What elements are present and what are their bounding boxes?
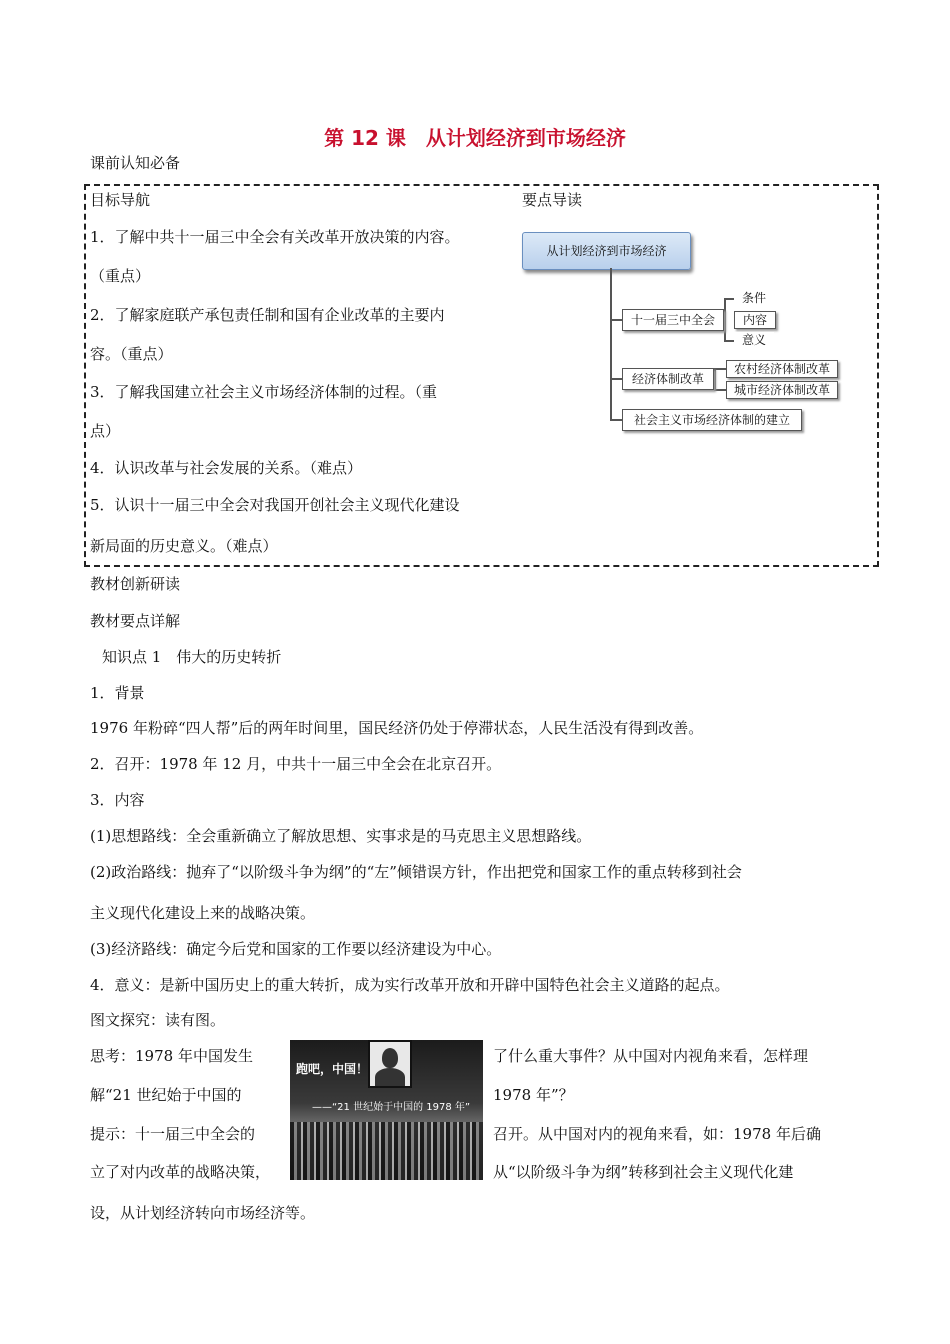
photo-caption: 跑吧，中国！ xyxy=(296,1062,369,1076)
goal-line: 4．认识改革与社会发展的关系。（难点） xyxy=(90,459,363,477)
page-title: 第 12 课 从计划经济到市场经济 xyxy=(324,126,626,150)
explore-left-line: 立了对内改革的战略决策， xyxy=(90,1163,271,1181)
portrait-image xyxy=(368,1040,412,1088)
explore-left-line: 思考：1978 年中国发生 xyxy=(90,1047,253,1065)
body-line: 2．召开：1978 年 12 月，中共十一届三中全会在北京召开。 xyxy=(90,755,502,773)
body-line: 4．意义：是新中国历史上的重大转折，成为实行改革开放和开辟中国特色社会主义道路的起点。 xyxy=(90,976,730,994)
mindmap-connector xyxy=(714,368,716,390)
goal-line: 新局面的历史意义。（难点） xyxy=(90,537,278,555)
mindmap-connector xyxy=(714,389,726,391)
goal-line: 3．了解我国建立社会主义市场经济体制的过程。（重 xyxy=(90,383,438,401)
crowd-image xyxy=(290,1122,483,1180)
mindmap-connector xyxy=(610,378,622,380)
body-line: 主义现代化建设上来的战略决策。 xyxy=(90,904,316,922)
historical-photo xyxy=(290,1040,483,1180)
body-line: (3)经济路线：确定今后党和国家的工作要以经济建设为中心。 xyxy=(90,940,502,958)
mindmap-connector xyxy=(724,298,726,342)
mindmap-leaf: 条件 xyxy=(734,290,774,306)
body-line: 1．背景 xyxy=(90,684,145,702)
mindmap-connector xyxy=(724,340,734,342)
body-line: (2)政治路线：抛弃了“以阶级斗争为纲”的“左”倾错误方针，作出把党和国家工作的重点转移到社会 xyxy=(90,863,742,881)
mindmap-leaf: 意义 xyxy=(734,332,774,348)
explore-right-line: 从“以阶级斗争为纲”转移到社会主义现代化建 xyxy=(493,1163,794,1181)
mindmap-root: 从计划经济到市场经济 xyxy=(522,232,691,270)
explore-right-line: 召开。从中国对内的视角来看，如：1978 年后确 xyxy=(493,1125,821,1143)
mindmap-connector xyxy=(724,298,734,300)
mindmap-trunk xyxy=(610,268,612,420)
explore-left-line: 解“21 世纪始于中国的 xyxy=(90,1086,242,1104)
explore-left-line: 提示：十一届三中全会的 xyxy=(90,1125,256,1143)
body-line: 1976 年粉碎“四人帮”后的两年时间里，国民经济仍处于停滞状态，人民生活没有得到改善。 xyxy=(90,719,704,737)
mindmap-node-market: 社会主义市场经济体制的建立 xyxy=(622,409,802,431)
pre-class-heading: 课前认知必备 xyxy=(90,154,181,172)
goal-line: 2．了解家庭联产承包责任制和国有企业改革的主要内 xyxy=(90,306,445,324)
keypoints-heading: 要点导读 xyxy=(522,191,583,209)
body-line: 图文探究：读有图。 xyxy=(90,1011,226,1029)
goal-line: （重点） xyxy=(90,267,151,285)
goal-line: 1．了解中共十一届三中全会有关改革开放决策的内容。 xyxy=(90,228,460,246)
section-heading: 教材创新研读 xyxy=(90,575,181,593)
mindmap-leaf: 城市经济体制改革 xyxy=(726,381,838,399)
mindmap-connector xyxy=(610,419,622,421)
goal-line: 容。（重点） xyxy=(90,345,173,363)
knowledge-point-heading: 知识点 1 伟大的历史转折 xyxy=(102,648,282,666)
body-line: 3．内容 xyxy=(90,791,145,809)
goals-heading: 目标导航 xyxy=(90,191,151,209)
explore-last-line: 设，从计划经济转向市场经济等。 xyxy=(90,1204,316,1222)
mindmap-leaf: 内容 xyxy=(734,311,776,329)
section-heading: 教材要点详解 xyxy=(90,612,181,630)
photo-caption: ——“21 世纪始于中国的 1978 年” xyxy=(312,1102,471,1113)
mindmap-leaf: 农村经济体制改革 xyxy=(726,360,838,378)
mindmap-connector xyxy=(714,368,726,370)
explore-right-line: 了什么重大事件？从中国对内视角来看，怎样理 xyxy=(493,1047,809,1065)
explore-right-line: 1978 年”？ xyxy=(493,1086,574,1104)
body-line: (1)思想路线：全会重新确立了解放思想、实事求是的马克思主义思想路线。 xyxy=(90,827,592,845)
mindmap-connector xyxy=(610,319,622,321)
mindmap-node-plenum: 十一届三中全会 xyxy=(622,309,724,331)
mindmap-node-reform: 经济体制改革 xyxy=(622,368,714,390)
goal-line: 点） xyxy=(90,422,121,440)
goal-line: 5．认识十一届三中全会对我国开创社会主义现代化建设 xyxy=(90,496,460,514)
